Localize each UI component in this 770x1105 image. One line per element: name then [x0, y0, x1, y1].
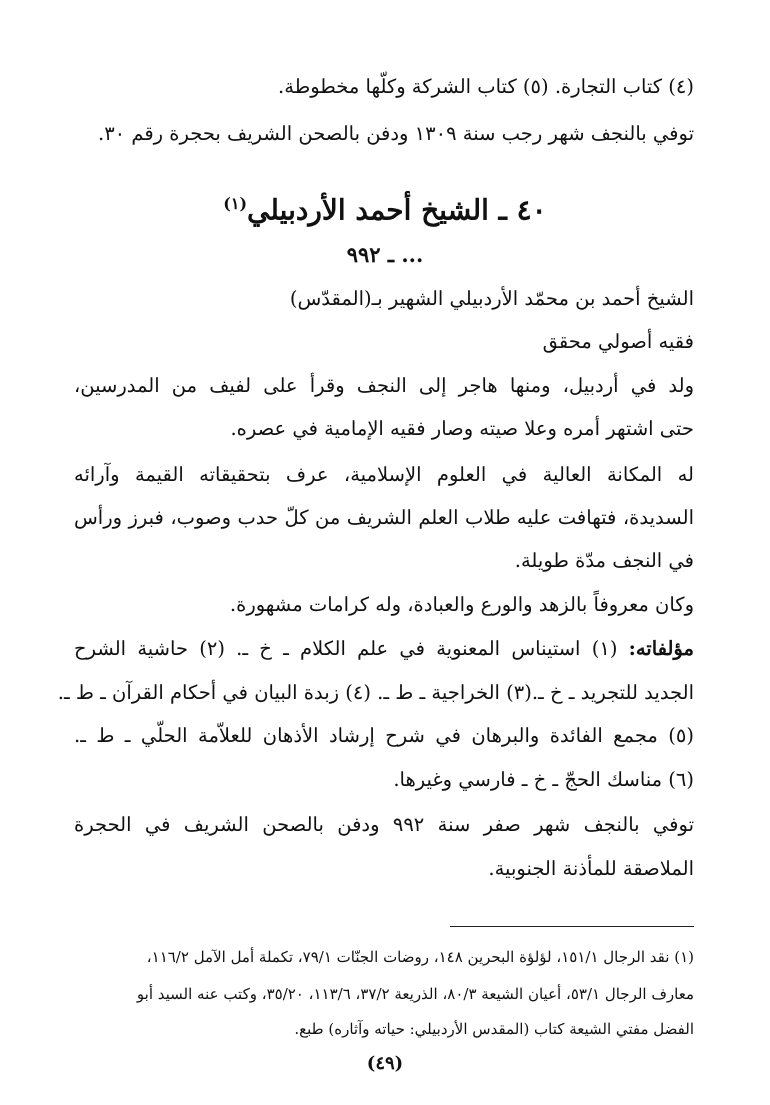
text-line: الشيخ أحمد بن محمّد الأردبيلي الشهير بـ(المقدّس)	[289, 287, 694, 310]
text-line: ولد في أردبيل، ومنها هاجر إلى النجف وقرأ على لفيف من المدرسين،	[74, 374, 694, 397]
text-line: في النجف مدّة طويلة.	[514, 549, 694, 572]
text-line: (٦) مناسك الحجّ ـ خ ـ فارسي وغيرها.	[393, 768, 694, 791]
text-line: فقيه أصولي محقق	[542, 330, 694, 353]
footnote-line: (١) نقد الرجال ١٥١/١، لؤلؤة البحرين ١٤٨، روضات الجنّات ٧٩/١، تكملة أمل الآمل ١١٦/٢،	[146, 948, 694, 966]
works-label: مؤلفاته:	[628, 637, 695, 660]
text-line: الجديد للتجريد ـ خ ـ.(٣) الخراجية ـ ط ـ. (٤) زبدة البيان في أحكام القرآن ـ ط ـ.	[57, 681, 694, 704]
text-line: له المكانة العالية في العلوم الإسلامية، عرف بتحقيقاته القيمة وآرائه	[74, 463, 694, 486]
life-dates: ... ـ ٩٩٢	[346, 242, 424, 267]
footnote-divider	[450, 926, 694, 927]
text-line: توفي بالنجف شهر رجب سنة ١٣٠٩ ودفن بالصحن الشريف بحجرة رقم ٣٠.	[97, 122, 694, 145]
text-line: السديدة، فتهافت عليه طلاب العلم الشريف من كلّ حدب وصوب، فبرز ورأس	[74, 506, 694, 529]
footnote-marker: (١)	[223, 194, 248, 213]
page-number: (٤٩)	[366, 1053, 404, 1074]
text-line: توفي بالنجف شهر صفر سنة ٩٩٢ ودفن بالصحن الشريف في الحجرة	[74, 813, 694, 836]
text-line: الملاصقة للمأذنة الجنوبية.	[488, 857, 694, 880]
footnote-line: معارف الرجال ٥٣/١، أعيان الشيعة ٨٠/٣، الذريعة ٣٧/٢، ١١٣/٦، ٣٥/٢٠، وكتب عنه السيد أبو	[136, 985, 694, 1003]
text-line: (٤) كتاب التجارة. (٥) كتاب الشركة وكلّها مخطوطة.	[278, 75, 694, 98]
text-line: حتى اشتهر أمره وعلا صيته وصار فقيه الإمامية في عصره.	[230, 417, 694, 440]
heading-title: ٤٠ ـ الشيخ أحمد الأردبيلي	[247, 193, 547, 227]
text-line: وكان معروفاً بالزهد والورع والعبادة، وله كرامات مشهورة.	[229, 593, 694, 616]
works-line	[74, 634, 694, 664]
footnote-line: الفضل مفتي الشيعة كتاب (المقدس الأردبيلي: حياته وآثاره) طبع.	[294, 1020, 694, 1038]
text-line: (٥) مجمع الفائدة والبرهان في شرح إرشاد الأذهان للعلاّمة الحلّي ـ ط ـ.	[74, 724, 694, 747]
section-heading	[0, 184, 770, 230]
works-text: (١) استيناس المعنوية في علم الكلام ـ خ ـ. (٢) حاشية الشرح	[74, 637, 629, 660]
